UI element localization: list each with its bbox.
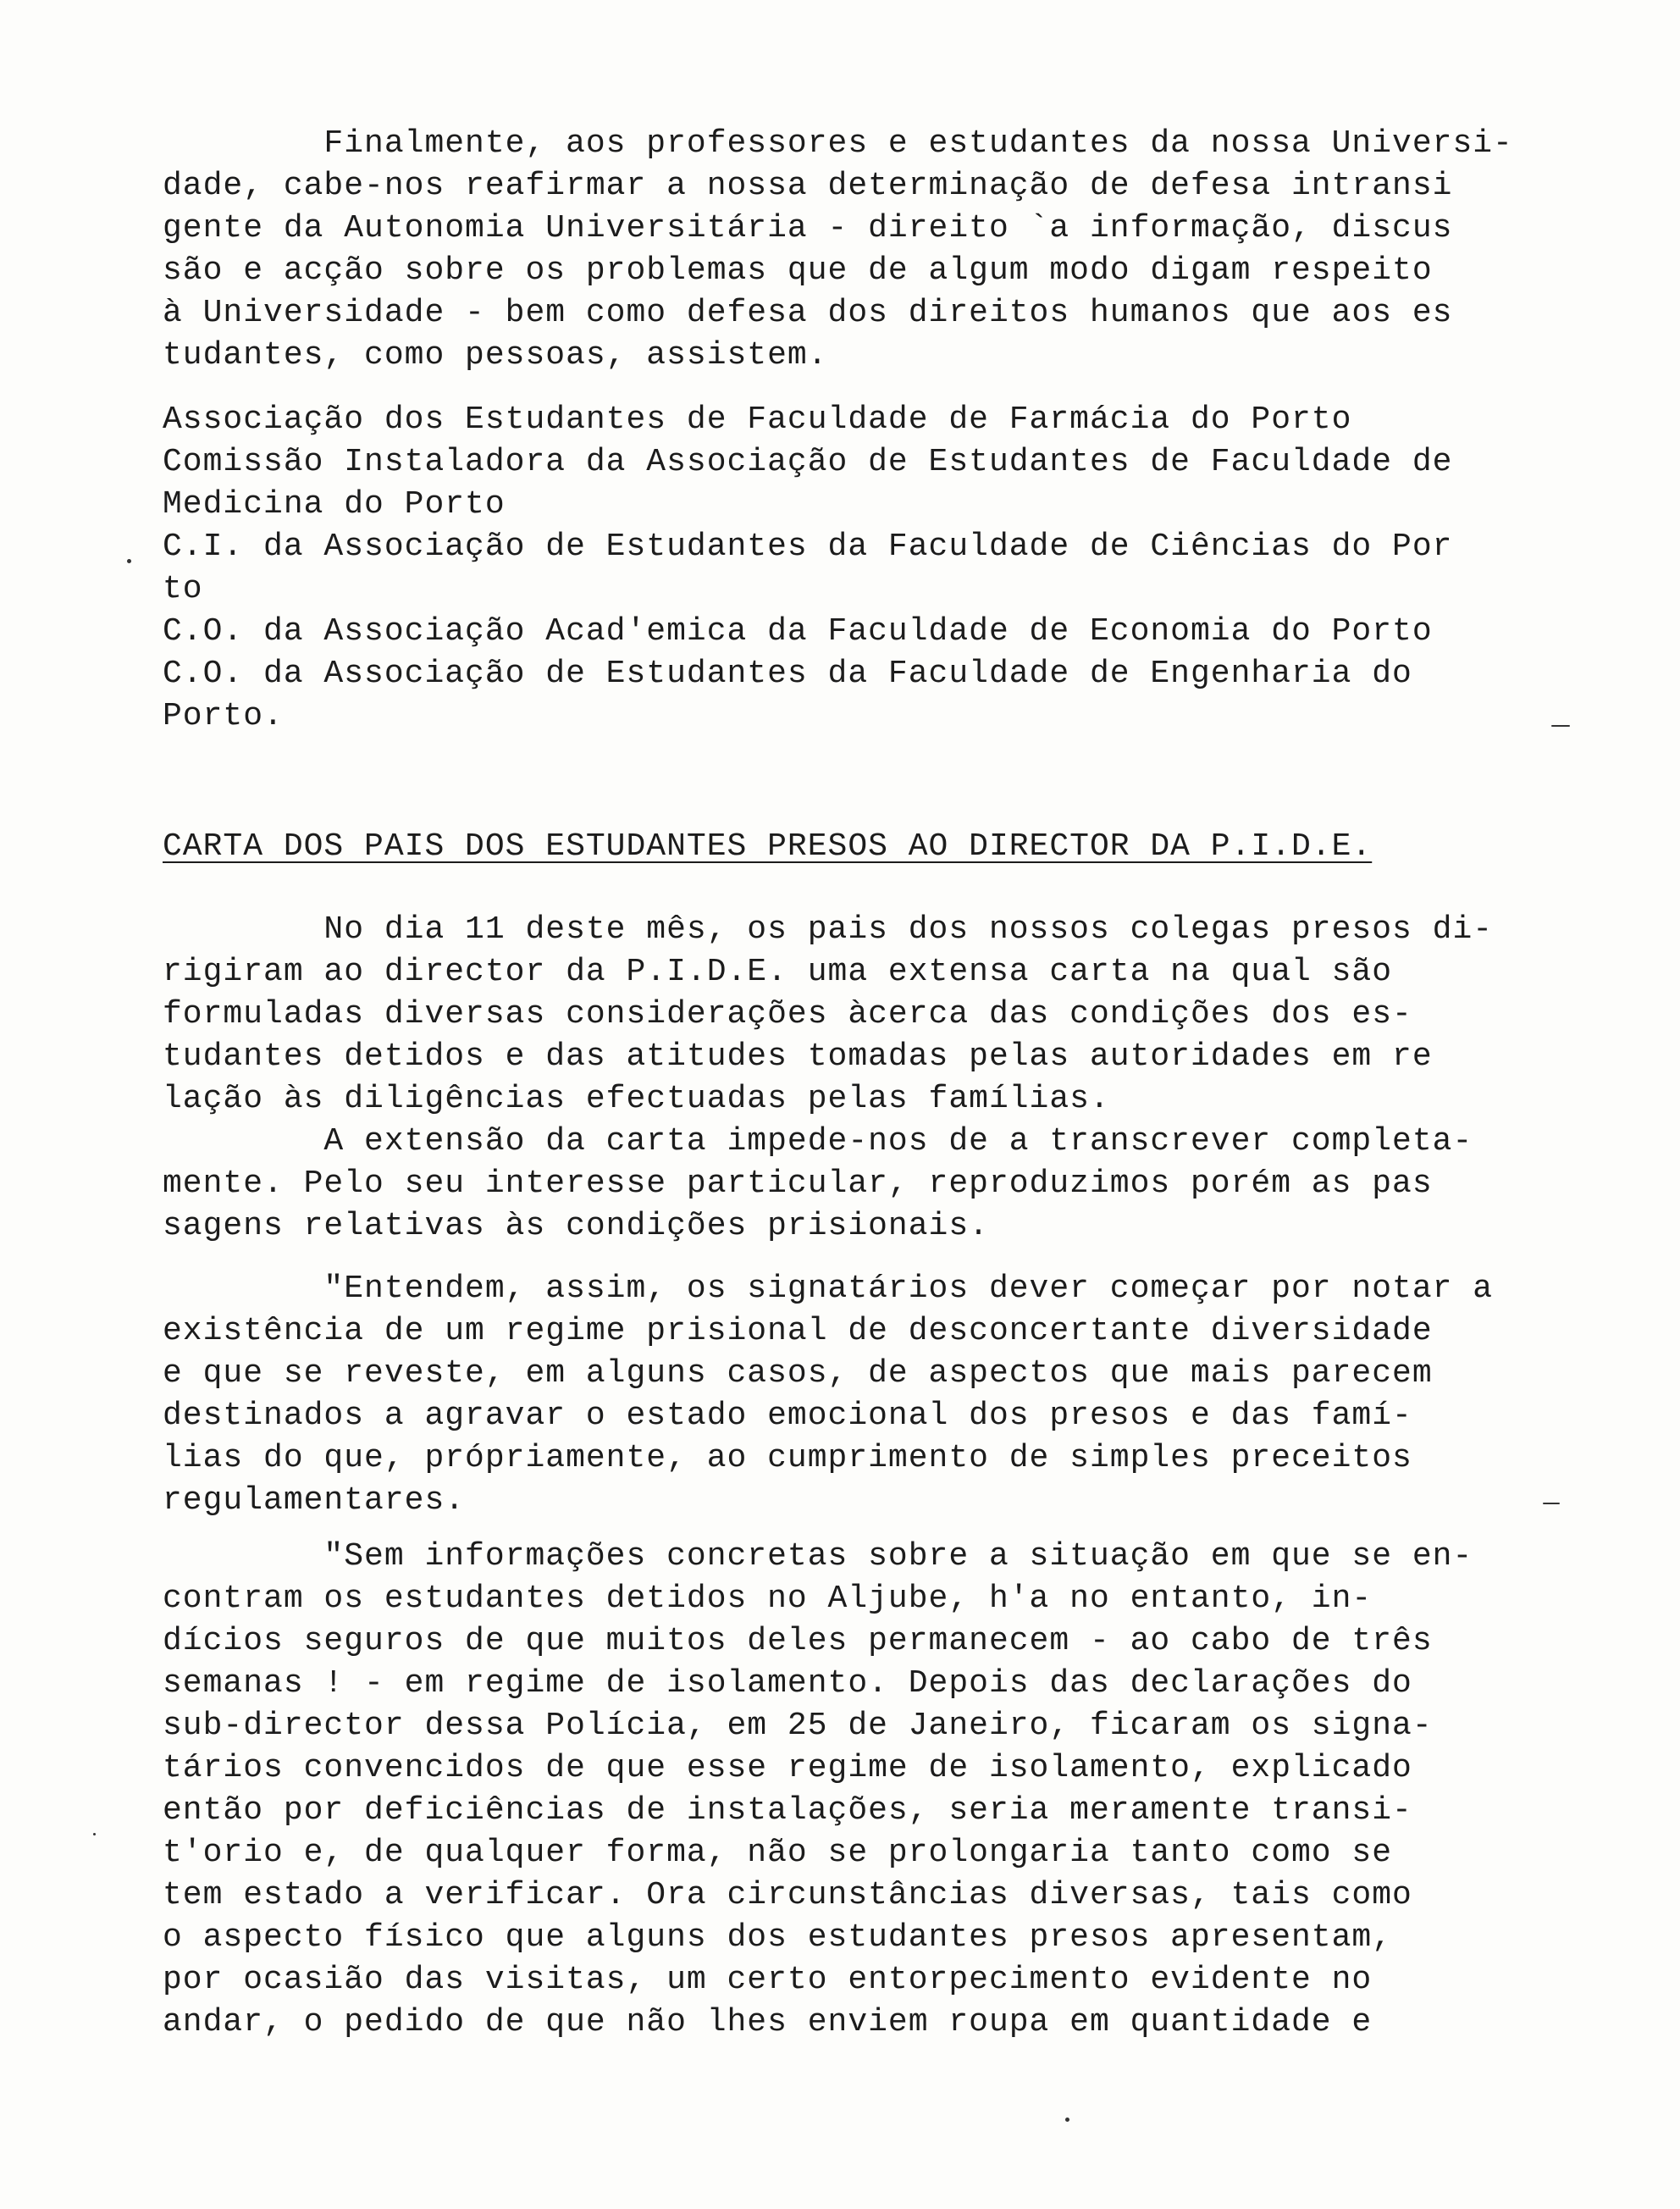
- text-line: sub-director dessa Polícia, em 25 de Janeiro, ficaram os signa-: [163, 1708, 1433, 1744]
- text-line: mente. Pelo seu interesse particular, reproduzimos porém as pas: [163, 1165, 1433, 1202]
- text-line: "Entendem, assim, os signatários dever começar por notar a: [163, 1271, 1494, 1307]
- text-line: dícios seguros de que muitos deles permanecem - ao cabo de três: [163, 1623, 1433, 1659]
- text-line: então por deficiências de instalações, seria meramente transi-: [163, 1792, 1412, 1829]
- text-line: à Universidade - bem como defesa dos direitos humanos que aos es: [163, 295, 1453, 331]
- scan-speck: [93, 1833, 96, 1835]
- signatory-line: Porto.: [163, 698, 284, 734]
- text-line: sagens relativas às condições prisionais.: [163, 1208, 989, 1244]
- text-line: andar, o pedido de que não lhes enviem roupa em quantidade e: [163, 2004, 1373, 2040]
- text-line: t'orio e, de qualquer forma, não se prolongaria tanto como se: [163, 1835, 1393, 1871]
- signatory-line: C.I. da Associação de Estudantes da Faculdade de Ciências do Por: [163, 529, 1453, 565]
- text-line: tem estado a verificar. Ora circunstâncias diversas, tais como: [163, 1877, 1412, 1913]
- scan-speck: [1543, 1503, 1560, 1504]
- text-line: tários convencidos de que esse regime de isolamento, explicado: [163, 1750, 1412, 1786]
- signatory-line: Comissão Instaladora da Associação de Estudantes de Faculdade de: [163, 444, 1453, 480]
- text-line: existência de um regime prisional de desconcertante diversidade: [163, 1313, 1433, 1349]
- text-line: dade, cabe-nos reafirmar a nossa determinação de defesa intransi: [163, 168, 1453, 204]
- scan-speck: [127, 559, 131, 563]
- text-line: o aspecto físico que alguns dos estudantes presos apresentam,: [163, 1919, 1393, 1956]
- text-line: contram os estudantes detidos no Aljube, h'a no entanto, in-: [163, 1581, 1373, 1617]
- text-line: semanas ! - em regime de isolamento. Depois das declarações do: [163, 1665, 1412, 1702]
- scan-speck: [1551, 725, 1570, 727]
- text-line: lação às diligências efectuadas pelas famílias.: [163, 1081, 1110, 1117]
- text-line: "Sem informações concretas sobre a situação em que se en-: [163, 1538, 1473, 1575]
- signatory-line: Associação dos Estudantes de Faculdade de Farmácia do Porto: [163, 401, 1352, 438]
- text-line: lias do que, própriamente, ao cumprimento de simples preceitos: [163, 1440, 1412, 1476]
- text-line: destinados a agravar o estado emocional dos presos e das famí-: [163, 1398, 1412, 1434]
- text-line: gente da Autonomia Universitária - direito `a informação, discus: [163, 210, 1453, 246]
- text-line: são e acção sobre os problemas que de algum modo digam respeito: [163, 252, 1433, 289]
- text-line: A extensão da carta impede-nos de a transcrever completa-: [163, 1123, 1473, 1160]
- text-line: tudantes detidos e das atitudes tomadas pelas autoridades em re: [163, 1038, 1433, 1075]
- text-line: formuladas diversas considerações àcerca das condições dos es-: [163, 996, 1412, 1033]
- signatory-line: C.O. da Associação Acad'emica da Faculdade de Economia do Porto: [163, 613, 1433, 650]
- text-line: Finalmente, aos professores e estudantes da nossa Universi-: [163, 125, 1513, 162]
- section-heading: CARTA DOS PAIS DOS ESTUDANTES PRESOS AO DIRECTOR DA P.I.D.E.: [163, 828, 1373, 865]
- text-line: e que se reveste, em alguns casos, de aspectos que mais parecem: [163, 1355, 1433, 1392]
- text-line: No dia 11 deste mês, os pais dos nossos colegas presos di-: [163, 911, 1494, 948]
- signatory-line: Medicina do Porto: [163, 486, 506, 523]
- signatory-line: C.O. da Associação de Estudantes da Faculdade de Engenharia do: [163, 656, 1412, 692]
- text-line: tudantes, como pessoas, assistem.: [163, 337, 828, 374]
- text-line: regulamentares.: [163, 1482, 466, 1519]
- signatory-line: to: [163, 571, 203, 607]
- scan-speck: [1065, 2118, 1069, 2122]
- text-line: por ocasião das visitas, um certo entorpecimento evidente no: [163, 1962, 1373, 1998]
- text-line: rigiram ao director da P.I.D.E. uma extensa carta na qual são: [163, 954, 1393, 990]
